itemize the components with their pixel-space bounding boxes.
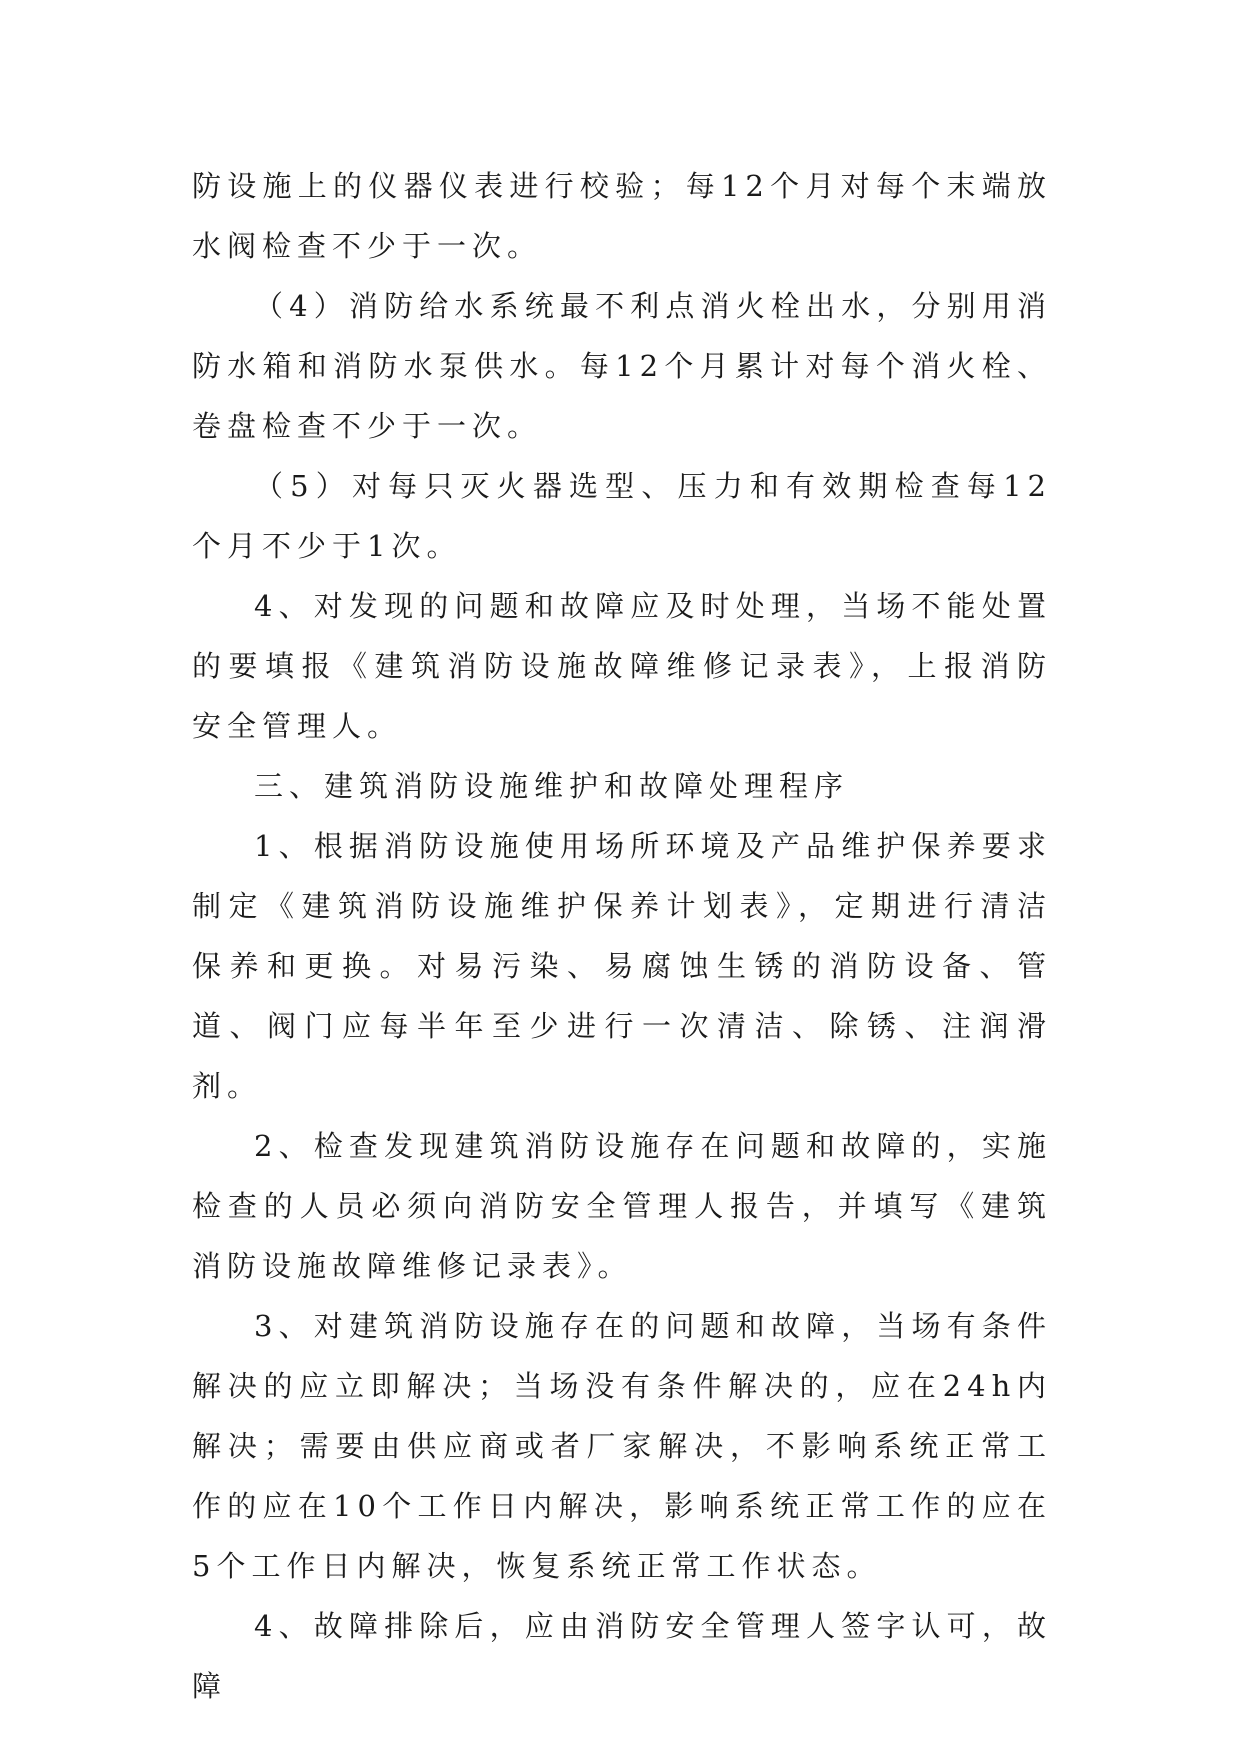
paragraph-continuation: 防设施上的仪器仪表进行校验；每12个月对每个末端放水阀检查不少于一次。 <box>192 169 1052 263</box>
paragraph-point-2-report: 2、检查发现建筑消防设施存在问题和故障的，实施检查的人员必须向消防安全管理人报告，并填写《建筑消防设施故障维修记录表》。 <box>192 1129 1052 1283</box>
paragraph-point-4-signoff: 4、故障排除后，应由消防安全管理人签字认可，故障 <box>192 1609 1052 1703</box>
document-body <box>192 156 1052 1716</box>
paragraph-point-3-resolution: 3、对建筑消防设施存在的问题和故障，当场有条件解决的应立即解决；当场没有条件解决的，应在24h内解决；需要由供应商或者厂家解决，不影响系统正常工作的应在10个工作日内解决，影响系统正常工作的应在5个工作日内解决，恢复系统正常工作状态。 <box>192 1309 1052 1583</box>
section-heading-3: 三、建筑消防设施维护和故障处理程序 <box>254 769 850 803</box>
paragraph-point-4-fault-handling: 4、对发现的问题和故障应及时处理，当场不能处置的要填报《建筑消防设施故障维修记录表》，上报消防安全管理人。 <box>192 589 1052 743</box>
paragraph-item-5-extinguisher: （5）对每只灭火器选型、压力和有效期检查每12个月不少于1次。 <box>192 469 1052 563</box>
paragraph-point-1-maintenance-plan: 1、根据消防设施使用场所环境及产品维护保养要求制定《建筑消防设施维护保养计划表》，定期进行清洁保养和更换。对易污染、易腐蚀生锈的消防设备、管道、阀门应每半年至少进行一次清洁、除锈、注润滑剂。 <box>192 829 1052 1103</box>
paragraph-item-4-water-supply: （4）消防给水系统最不利点消火栓出水，分别用消防水箱和消防水泵供水。每12个月累计对每个消火栓、卷盘检查不少于一次。 <box>192 289 1052 443</box>
